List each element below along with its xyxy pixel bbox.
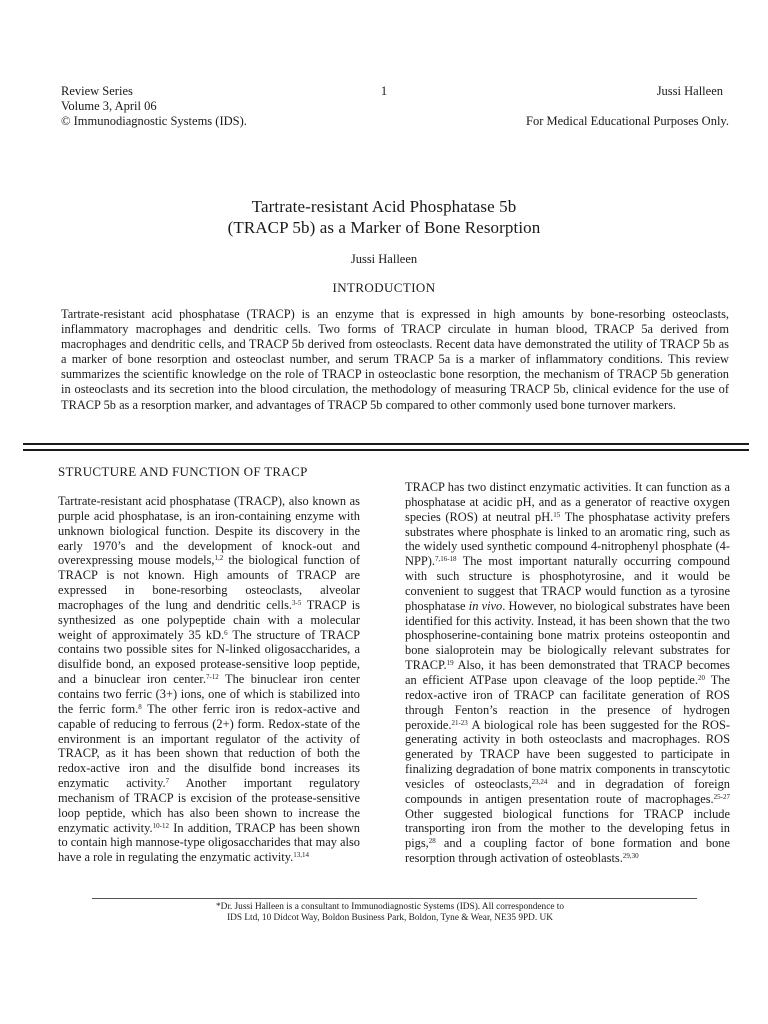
citation: 7,16-18 <box>434 555 457 564</box>
citation: 7-12 <box>205 673 219 682</box>
divider-rule-bottom <box>23 449 749 451</box>
citation: 19 <box>446 659 454 668</box>
citation: 1,2 <box>214 554 224 563</box>
header-left <box>61 84 321 129</box>
header-author: Jussi Halleen <box>656 84 723 98</box>
citation: 23,24 <box>531 777 548 786</box>
purpose-label: For Medical Educational Purposes Only. <box>526 114 729 128</box>
header-right <box>469 84 729 129</box>
citation: 25-27 <box>713 792 730 801</box>
page-number: 1 <box>380 84 388 98</box>
citation: 20 <box>697 673 705 682</box>
italic-term: in vivo <box>468 598 503 613</box>
copyright-label: © Immunodiagnostic Systems (IDS). <box>61 114 247 128</box>
citation: 13,14 <box>293 851 309 860</box>
citation: 28 <box>428 837 436 846</box>
divider-rule-top <box>23 443 749 445</box>
citation: 8 <box>138 702 142 711</box>
citation: 3-5 <box>292 598 302 607</box>
right-column-paragraph: TRACP has two distinct enzymatic activities. It can function as a phosphatase at acidic pH, and as a generator of reactive oxygen species (ROS) at neutral pH.$^{15}$ The phosphatase activity prefers substrates where phosphate is linked to an aromatic ring, such as the widely used synthetic compound 4-nitrophenyl phosphate (4-NPP).$^{7,16-18}$ The most important naturally occurring compound with such structure is phosphotyrosine, and it would be convenient to suggest that TRACP would function as a tyrosine phosphatase in vivo. However, no biological substrates have been identified for this activity. Instead, it has been shown that the two phosphoserine-containing bone matrix proteins osteopontin and bone sialoprotein may be biologically relevant substrates for TRACP.$^{19}$ Also, it has been demonstrated that TRACP becomes an efficient ATPase upon cleavage of the loop peptide.$^{20}$ The redox-active iron of TRACP can facilitate generation of ROS through Fenton’s reaction in the presence of hydrogen peroxide.$^{21-23}$ A biological role has been suggested for the ROS-generating activity in both osteoclasts and macrophages. ROS generated by TRACP have been suggested to participate in finalizing degradation of bone matrix components in transcytotic vesicles of osteoclasts,$^{23,24}$ and in degradation of foreign compounds in antigen presentation route of macrophages.$^{25-27}$ Other suggested biological functions for TRACP include transporting iron from the mother to the developing fetus in pigs,$^{28}$ and a coupling factor of bone formation and bone resorption through activation of osteoblasts.$^{29,30}$ <box>405 480 730 866</box>
citation: 7 <box>165 777 170 786</box>
left-column-paragraph: Tartrate-resistant acid phosphatase (TRACP), also known as purple acid phosphatase, is an iron-containing enzyme with unknown biological function. Despite its discovery in the early 1970’s and the development of knock-out and overexpressing mouse models,$^{1,2}$ the biological function of TRACP is not known. High amounts of TRACP are expressed in bone-resorbing osteoclasts, alveolar macrophages of the lung and dendritic cells.$^{3-5}$ TRACP is synthesized as one polypeptide chain with a molecular weight of approximately 35 kD.$^6$ The structure of TRACP contains two possible sites for N-linked oligosaccharides, a disulfide bond, an exposed protease-sensitive loop peptide, and a binuclear iron center.$^{7-12}$ The binuclear iron center contains two ferric (3+) ions, one of which is stabilized into the ferric form.$^8$ The other ferric iron is redox-active and capable of reducing to ferrous (2+) form. Redox-state of the environment is an important regulator of the activity of TRACP, as it has been shown that reduction of both the redox-active iron and the disulfide bond increases its enzymatic activity.$^7$ Another important regulatory mechanism of TRACP is excision of the protease-sensitive loop peptide, which has also been shown to increase the enzymatic activity.$^{10-12}$ In addition, TRACP has been shown to contain high mannose-type oligosaccharides that may also have a role in regulating the enzymatic activity.$^{13,14}$ <box>58 494 361 865</box>
series-label: Review Series <box>61 84 133 98</box>
footnote <box>150 902 630 924</box>
citation: 15 <box>553 510 561 519</box>
title-line-2: (TRACP 5b) as a Marker of Bone Resorption <box>227 218 541 237</box>
introduction-heading: INTRODUCTION <box>332 280 436 295</box>
paper-title <box>84 196 684 238</box>
footnote-rule <box>92 898 697 899</box>
citation: 10-12 <box>152 821 169 830</box>
footnote-line-2: IDS Ltd, 10 Didcot Way, Boldon Business Park, Boldon, Tyne & Wear, NE35 9PD. UK <box>227 913 553 923</box>
structure-function-heading: STRUCTURE AND FUNCTION OF TRACP <box>58 464 308 479</box>
author-byline: Jussi Halleen <box>350 252 418 266</box>
citation: 21-23 <box>451 718 468 727</box>
volume-label: Volume 3, April 06 <box>61 99 157 113</box>
title-line-1: Tartrate-resistant Acid Phosphatase 5b <box>251 197 517 216</box>
abstract-paragraph: Tartrate-resistant acid phosphatase (TRACP) is an enzyme that is expressed in high amounts by bone-resorbing osteoclasts, inflammatory macrophages and dendritic cells. Two forms of TRACP circulate in human blood, TRACP 5a derived from macrophages and dendritic cells, and TRACP 5b derived from osteoclasts. Recent data have demonstrated the utility of TRACP 5b as a marker of bone resorption and osteoclast number, and serum TRACP 5a is a marker of inflammatory conditions. This review summarizes the scientific knowledge on the role of TRACP in osteoclastic bone resorption, the mechanism of TRACP 5b generation in osteoclasts and its secretion into the blood circulation, the methodology of measuring TRACP 5b, clinical evidence for the use of TRACP 5b as a resorption marker, and advantages of TRACP 5b compared to other commonly used bone turnover markers. <box>61 307 729 412</box>
footnote-line-1: *Dr. Jussi Halleen is a consultant to Immunodiagnostic Systems (IDS). All correspondence to <box>215 902 565 912</box>
citation: 29,30 <box>622 852 639 861</box>
citation: 6 <box>224 628 228 637</box>
